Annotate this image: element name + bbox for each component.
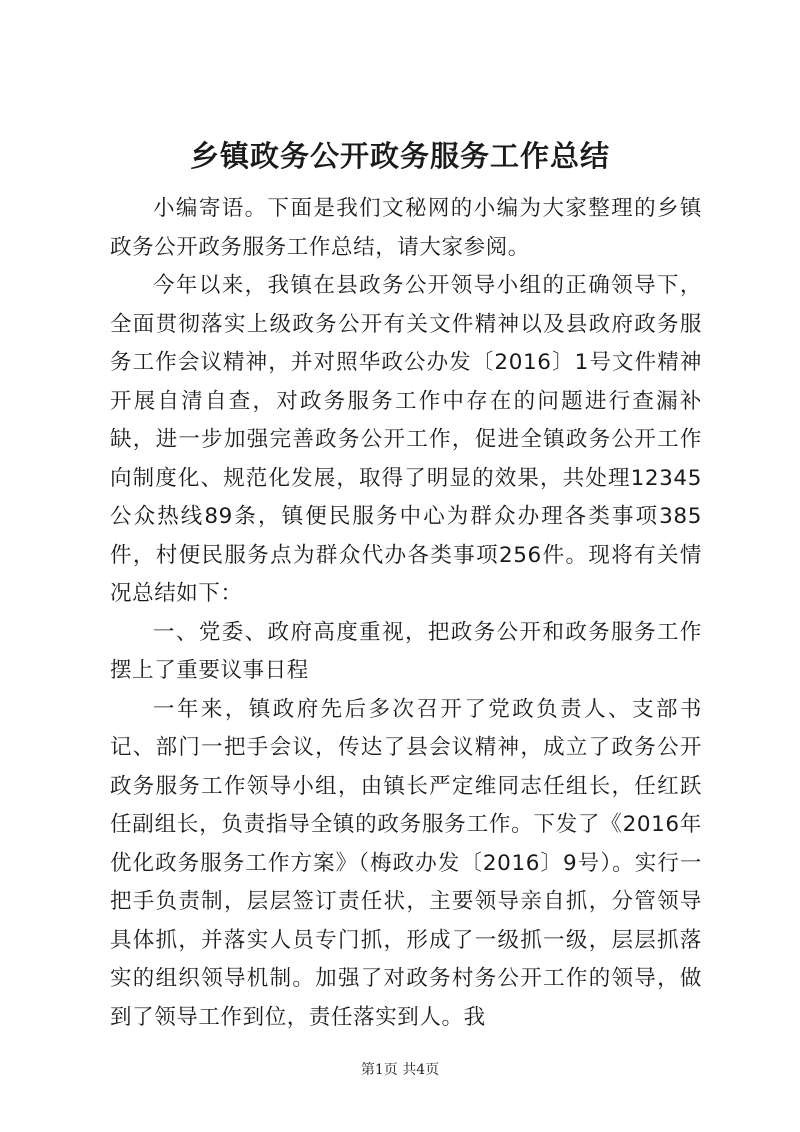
paragraph-summary: 今年以来，我镇在县政务公开领导小组的正确领导下，全面贯彻落实上级政务公开有关文件精神以及县政府政务服务工作会议精神，并对照华政公办发〔2016〕1号文件精神开展自清自查，对政务服务工作中存在的问题进行查漏补缺，进一步加强完善政务公开工作，促进全镇政务公开工作向制度化、规范化发展，取得了明显的效果，共处理12345公众热线89条，镇便民服务中心为群众办理各类事项385件，村便民服务点为群众代办各类事项256件。现将有关情况总结如下：: [110, 273, 702, 606]
document-title: 乡镇政务公开政务服务工作总结: [189, 139, 610, 173]
paragraph-intro: 小编寄语。下面是我们文秘网的小编为大家整理的乡镇政务公开政务服务工作总结，请大家参阅。: [110, 196, 702, 260]
page-number-footer: 第1页 共4页: [360, 1062, 440, 1078]
section-heading-1: 一、党委、政府高度重视，把政务公开和政务服务工作摆上了重要议事日程: [110, 619, 702, 683]
document-body: [110, 190, 702, 1037]
paragraph-section-1: 一年来，镇政府先后多次召开了党政负责人、支部书记、部门一把手会议，传达了县会议精神，成立了政务公开政务服务工作领导小组，由镇长严定维同志任组长，任红跃任副组长，负责指导全镇的政务服务工作。下发了《2016年优化政务服务工作方案》（梅政办发〔2016〕9号）。实行一把手负责制，层层签订责任状，主要领导亲自抓，分管领导具体抓，并落实人员专门抓，形成了一级抓一级，层层抓落实的组织领导机制。加强了对政务村务公开工作的领导，做到了领导工作到位，责任落实到人。我: [110, 696, 702, 1030]
